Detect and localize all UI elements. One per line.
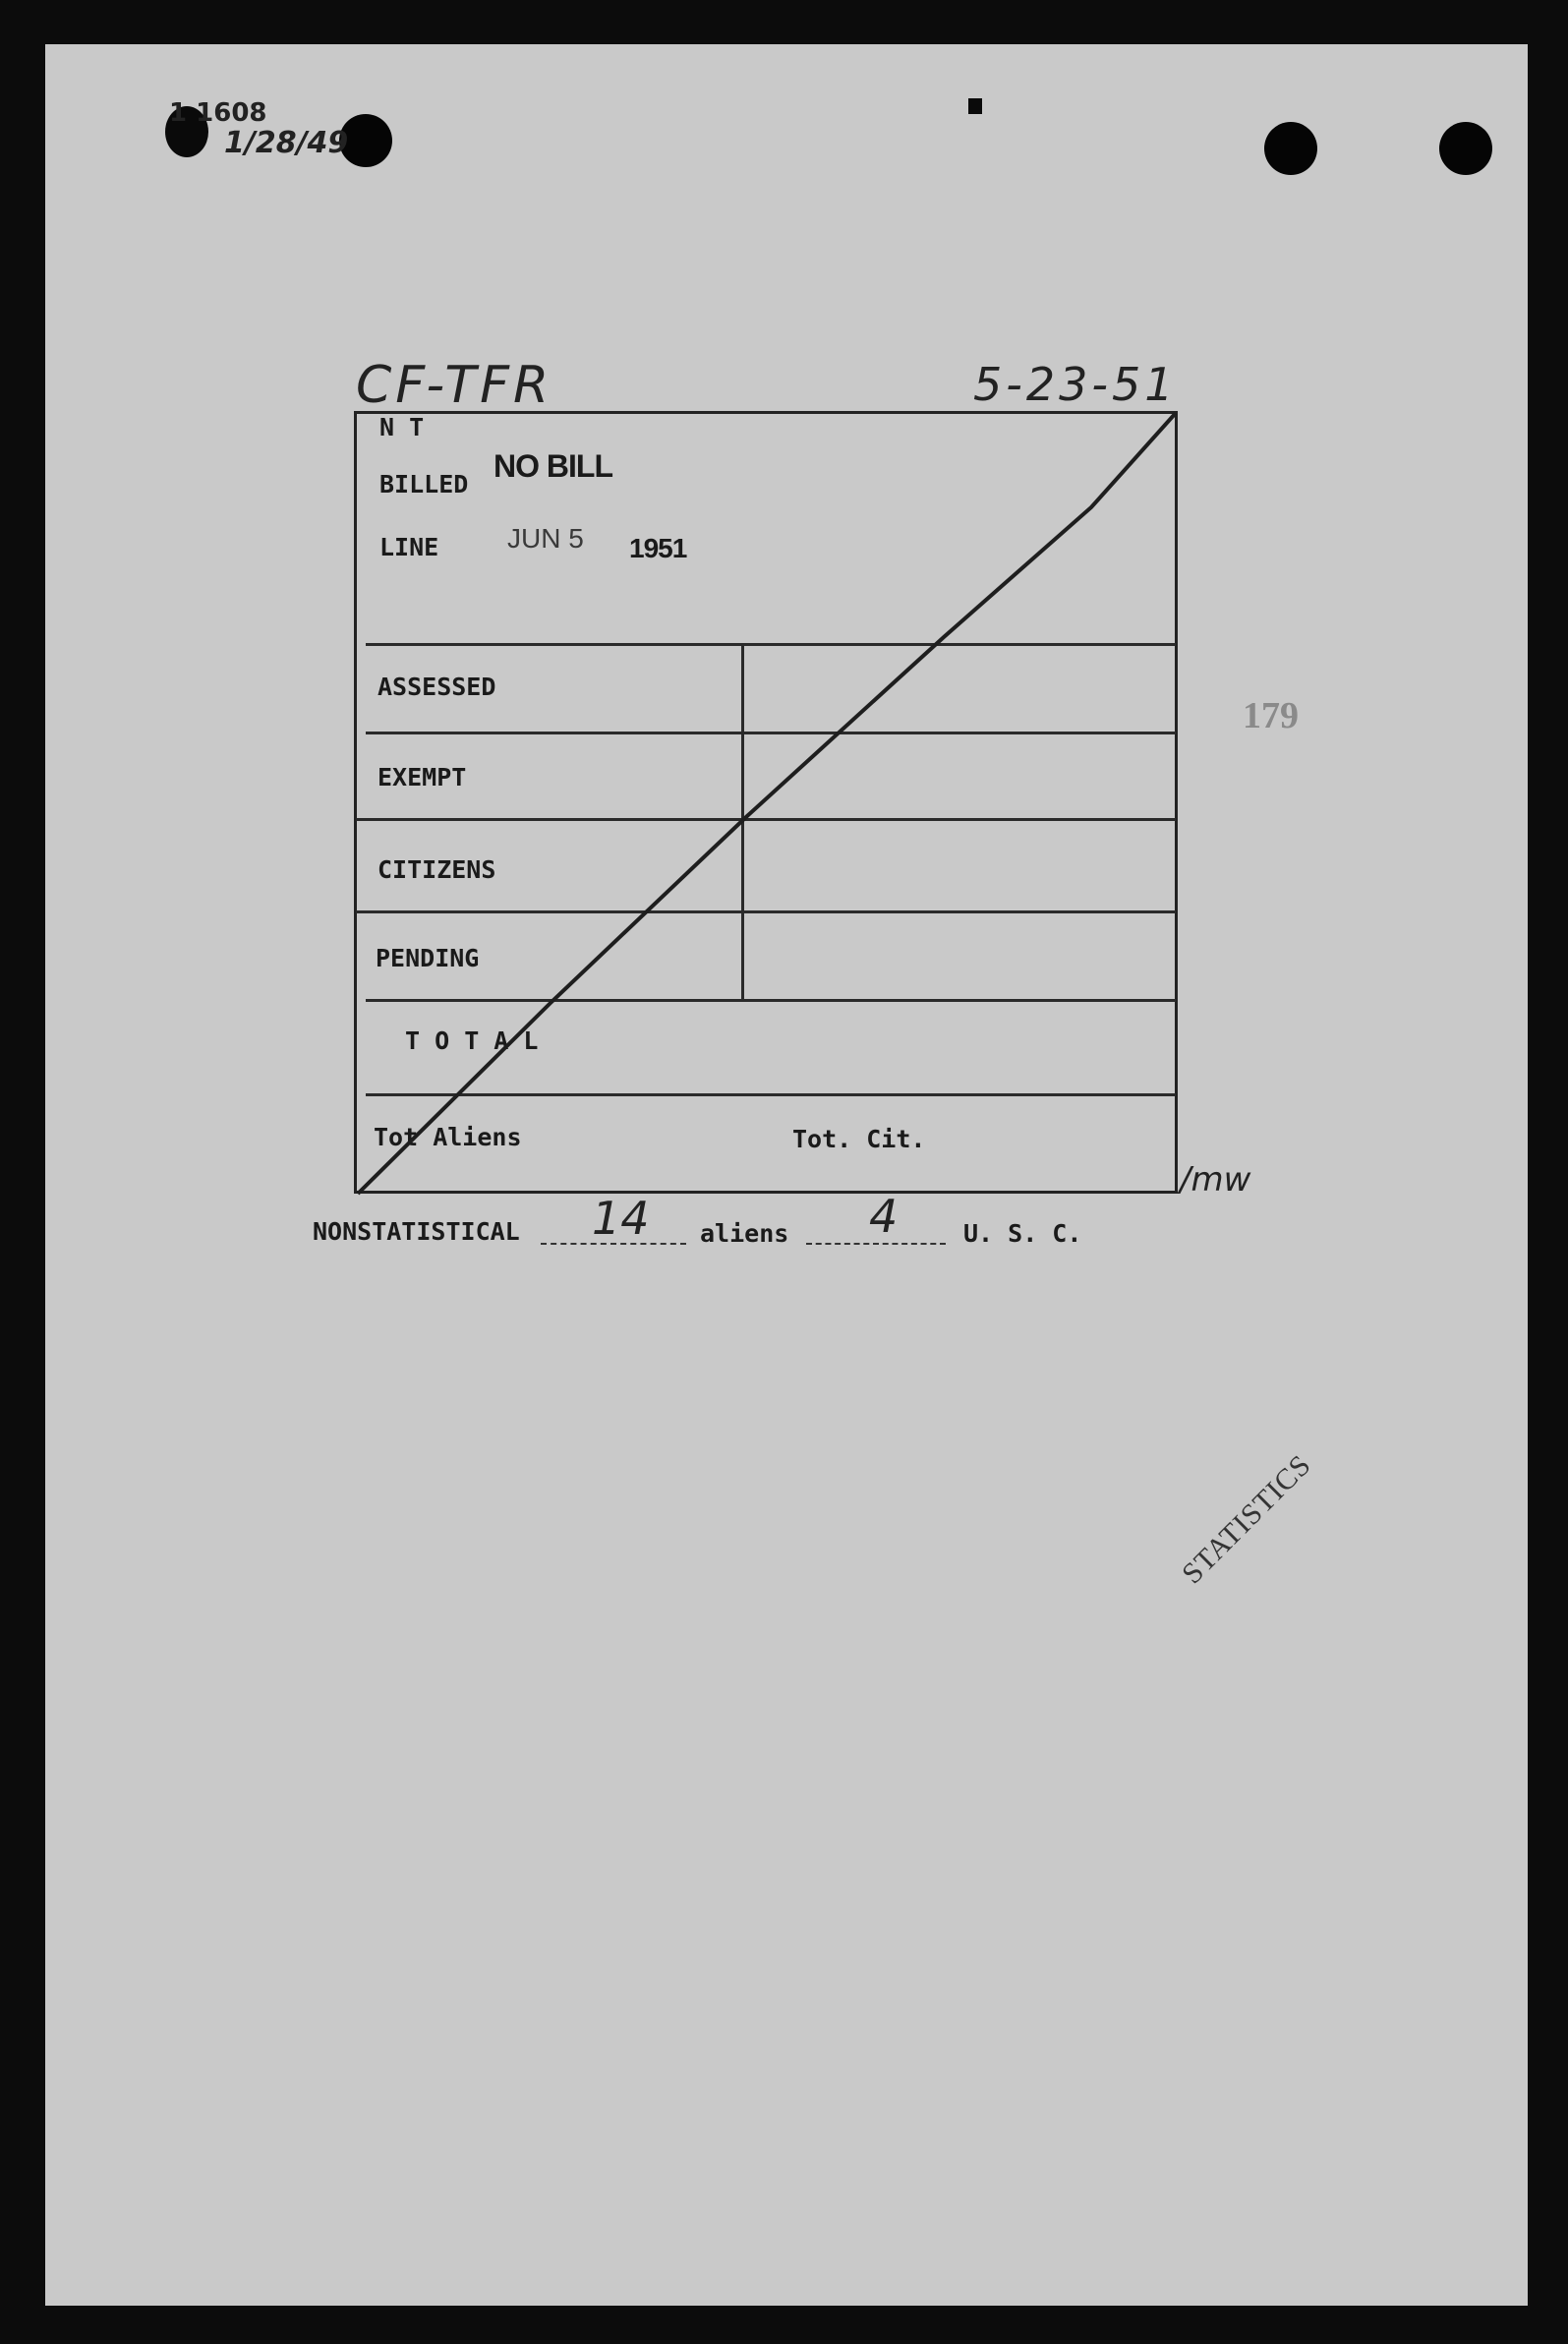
handwritten-initials: /mw — [1180, 1160, 1251, 1200]
label-nonstatistical: NONSTATISTICAL — [313, 1217, 520, 1246]
file-reference-line2: 1/28/49 — [224, 126, 349, 160]
blank-usc — [806, 1243, 946, 1245]
row-exempt: EXEMPT — [377, 763, 467, 791]
file-reference-line1: 1 1608 — [169, 98, 267, 128]
stamp-no-bill: NO BILL — [494, 448, 612, 484]
stamp-date: JUN 5 — [507, 523, 584, 554]
label-usc: U. S. C. — [963, 1219, 1082, 1248]
row-assessed: ASSESSED — [377, 673, 496, 701]
label-tot-cit: Tot. Cit. — [792, 1125, 926, 1153]
label-nt: N T — [379, 413, 425, 441]
label-line: LINE — [379, 533, 439, 561]
row-pending: PENDING — [376, 944, 480, 972]
handwritten-usc-count: 4 — [869, 1190, 899, 1243]
label-billed: BILLED — [379, 470, 469, 498]
label-total: T O T A L — [405, 1026, 539, 1055]
page-number: 179 — [1243, 695, 1299, 736]
label-tot-aliens: Tot Aliens — [374, 1123, 522, 1151]
handwritten-code: CF-TFR — [356, 356, 553, 415]
handwritten-aliens-count: 14 — [592, 1192, 650, 1245]
handwritten-date: 5-23-51 — [973, 358, 1178, 411]
stamp-year: 1951 — [629, 533, 687, 563]
row-citizens: CITIZENS — [377, 855, 496, 884]
statistics-stamp: STATISTICS — [1176, 1448, 1318, 1591]
label-aliens: aliens — [700, 1219, 789, 1248]
